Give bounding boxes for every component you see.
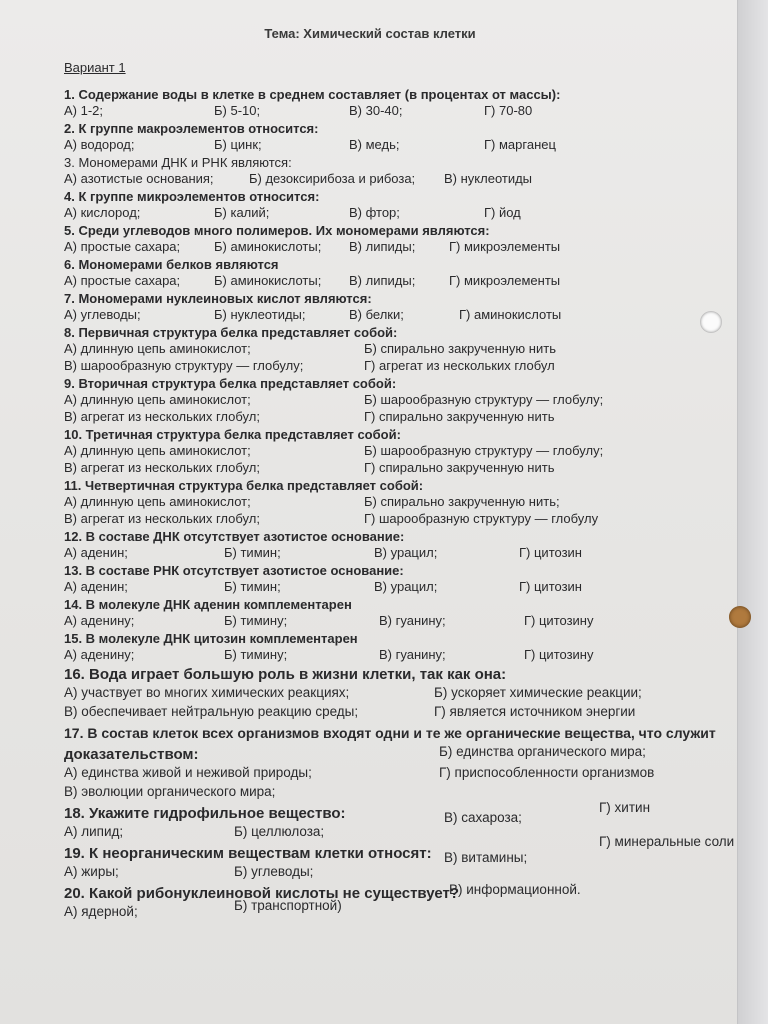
answer-b: Б) аминокислоты;: [214, 273, 322, 288]
answer-c: В) липиды;: [349, 239, 416, 254]
answer-a: А) аденин;: [64, 579, 128, 594]
answer-c: В) обеспечивает нейтральную реакцию среды;: [64, 704, 359, 719]
answer-c: В) нуклеотиды: [444, 171, 533, 186]
answer-c: В) шарообразную структуру — глобулу;: [64, 358, 304, 373]
question-text: 17. В состав клеток всех организмов входят одни и те же органические вещества, что служит: [64, 725, 716, 741]
question-text: 7. Мономерами нуклеиновых кислот являются:: [64, 291, 372, 306]
answer-c: В) гуанину;: [379, 647, 446, 662]
answer-d: Г) хитин: [599, 800, 651, 815]
answer-d: Г) цитозину: [524, 613, 594, 628]
answer-b: Б) тимину;: [224, 613, 288, 628]
answer-d: Г) цитозину: [524, 647, 594, 662]
question-9: [64, 375, 754, 426]
answer-d: Г) приспособленности организмов: [439, 765, 655, 780]
answer-a: А) жиры;: [64, 864, 119, 879]
answer-b: Б) спирально закрученную нить;: [364, 494, 560, 509]
answer-b: Б) 5-10;: [214, 103, 261, 118]
answer-a: А) аденину;: [64, 647, 135, 662]
answer-a: А) ядерной;: [64, 904, 138, 919]
answer-c: В) урацил;: [374, 579, 438, 594]
answer-a: А) простые сахара;: [64, 273, 181, 288]
answer-d: Г) микроэлементы: [449, 273, 561, 288]
answer-d: Г) является источником энергии: [434, 704, 636, 719]
question-list: [64, 86, 754, 923]
answer-d: Г) марганец: [484, 137, 556, 152]
answer-d: Г) цитозин: [519, 579, 582, 594]
answer-b: Б) аминокислоты;: [214, 239, 322, 254]
answer-a: А) простые сахара;: [64, 239, 181, 254]
answer-c: В) эволюции органического мира;: [64, 784, 276, 799]
answer-d: Г) йод: [484, 205, 521, 220]
answer-a: А) участвует во многих химических реакциях;: [64, 685, 350, 700]
answer-d: Г) 70-80: [484, 103, 533, 118]
question-text: 5. Среди углеводов много полимеров. Их мономерами являются:: [64, 223, 490, 238]
answer-a: А) единства живой и неживой природы;: [64, 765, 312, 780]
question-10: [64, 426, 754, 477]
answer-b: Б) нуклеотиды;: [214, 307, 306, 322]
answer-c: В) 30-40;: [349, 103, 403, 118]
answer-b: Б) спирально закрученную нить: [364, 341, 556, 356]
answer-d: Г) спирально закрученную нить: [364, 409, 555, 424]
question-6: [64, 256, 754, 290]
answer-a: А) аденин;: [64, 545, 128, 560]
answer-c: В) урацил;: [374, 545, 438, 560]
question-text: 16. Вода играет большую роль в жизни клетки, так как она:: [64, 666, 507, 683]
question-7: [64, 290, 754, 324]
question-text: 1. Содержание воды в клетке в среднем составляет (в процентах от массы):: [64, 87, 561, 102]
answer-a: А) кислород;: [64, 205, 141, 220]
answer-d: Г) минеральные соли: [599, 834, 735, 849]
answer-b: Б) тимин;: [224, 545, 281, 560]
answer-a: А) липид;: [64, 824, 124, 839]
question-5: [64, 222, 754, 256]
answer-a: А) углеводы;: [64, 307, 141, 322]
question-text: 8. Первичная структура белка представляет собой:: [64, 325, 398, 340]
variant-label: Вариант 1: [64, 60, 126, 75]
answer-b: Б) целлюлоза;: [234, 824, 325, 839]
question-text: 18. Укажите гидрофильное вещество:: [64, 805, 346, 822]
answer-b: Б) тимин;: [224, 579, 281, 594]
answer-b: Б) углеводы;: [234, 864, 314, 879]
answer-c: В) гуанину;: [379, 613, 446, 628]
question-text: 11. Четвертичная структура белка представляет собой:: [64, 478, 424, 493]
question-text: 10. Третичная структура белка представляет собой:: [64, 427, 401, 442]
answer-d: Г) агрегат из нескольких глобул: [364, 358, 555, 373]
answer-a: А) длинную цепь аминокислот;: [64, 341, 251, 356]
answer-a: А) водород;: [64, 137, 135, 152]
answer-d: Г) аминокислоты: [459, 307, 562, 322]
question-text: 13. В составе РНК отсутствует азотистое основание:: [64, 563, 404, 578]
question-16: [64, 664, 754, 723]
question-20: [64, 883, 754, 923]
answer-b: Б) тимину;: [224, 647, 288, 662]
question-text: 6. Мономерами белков являются: [64, 257, 279, 272]
answer-c: В) витамины;: [444, 850, 528, 865]
question-11: [64, 477, 754, 528]
answer-c: В) агрегат из нескольких глобул;: [64, 460, 260, 475]
answer-c: В) агрегат из нескольких глобул;: [64, 409, 260, 424]
question-text: 2. К группе макроэлементов относится:: [64, 121, 319, 136]
question-text: 3. Мономерами ДНК и РНК являются:: [64, 155, 292, 170]
question-3: [64, 154, 754, 188]
question-1: [64, 86, 754, 120]
question-text: 19. К неорганическим веществам клетки относят:: [64, 845, 432, 862]
question-13: [64, 562, 754, 596]
question-12: [64, 528, 754, 562]
answer-a: А) аденину;: [64, 613, 135, 628]
answer-d: Г) спирально закрученную нить: [364, 460, 555, 475]
answer-a: А) длинную цепь аминокислот;: [64, 443, 251, 458]
answer-c: В) липиды;: [349, 273, 416, 288]
answer-c: В) белки;: [349, 307, 404, 322]
answer-a: А) длинную цепь аминокислот;: [64, 494, 251, 509]
answer-d: Г) цитозин: [519, 545, 582, 560]
question-text: 4. К группе микроэлементов относится:: [64, 189, 320, 204]
answer-b: Б) калий;: [214, 205, 270, 220]
question-text: 14. В молекуле ДНК аденин комплементарен: [64, 597, 352, 612]
answer-a: А) длинную цепь аминокислот;: [64, 392, 251, 407]
answer-a: А) 1-2;: [64, 103, 104, 118]
question-text: 20. Какой рибонуклеиновой кислоты не существует?: [64, 885, 460, 902]
answer-a: А) азотистые основания;: [64, 171, 214, 186]
answer-b: Б) дезоксирибоза и рибоза;: [249, 171, 416, 186]
question-text: 9. Вторичная структура белка представляет собой:: [64, 376, 397, 391]
answer-b: Б) шарообразную структуру — глобулу;: [364, 443, 604, 458]
question-text: 12. В составе ДНК отсутствует азотистое основание:: [64, 529, 405, 544]
answer-c: В) фтор;: [349, 205, 400, 220]
answer-c: В) сахароза;: [444, 810, 522, 825]
answer-b: Б) ускоряет химические реакции;: [434, 685, 642, 700]
answer-b: Б) транспортной): [234, 898, 342, 913]
question-8: [64, 324, 754, 375]
answer-c: В) медь;: [349, 137, 400, 152]
question-17: [64, 723, 754, 803]
question-2: [64, 120, 754, 154]
question-text-continued: доказательством:: [64, 746, 199, 763]
question-19: [64, 834, 754, 883]
answer-c: В) информационной.: [449, 882, 581, 897]
question-text: 15. В молекуле ДНК цитозин комплементарен: [64, 631, 358, 646]
page-title: Тема: Химический состав клетки: [264, 26, 476, 41]
question-15: [64, 630, 754, 664]
answer-b: Б) цинк;: [214, 137, 262, 152]
question-14: [64, 596, 754, 630]
answer-d: Г) шарообразную структуру — глобулу: [364, 511, 599, 526]
answer-b: Б) шарообразную структуру — глобулу;: [364, 392, 604, 407]
answer-d: Г) микроэлементы: [449, 239, 561, 254]
question-4: [64, 188, 754, 222]
answer-b: Б) единства органического мира;: [439, 744, 646, 759]
answer-c: В) агрегат из нескольких глобул;: [64, 511, 260, 526]
